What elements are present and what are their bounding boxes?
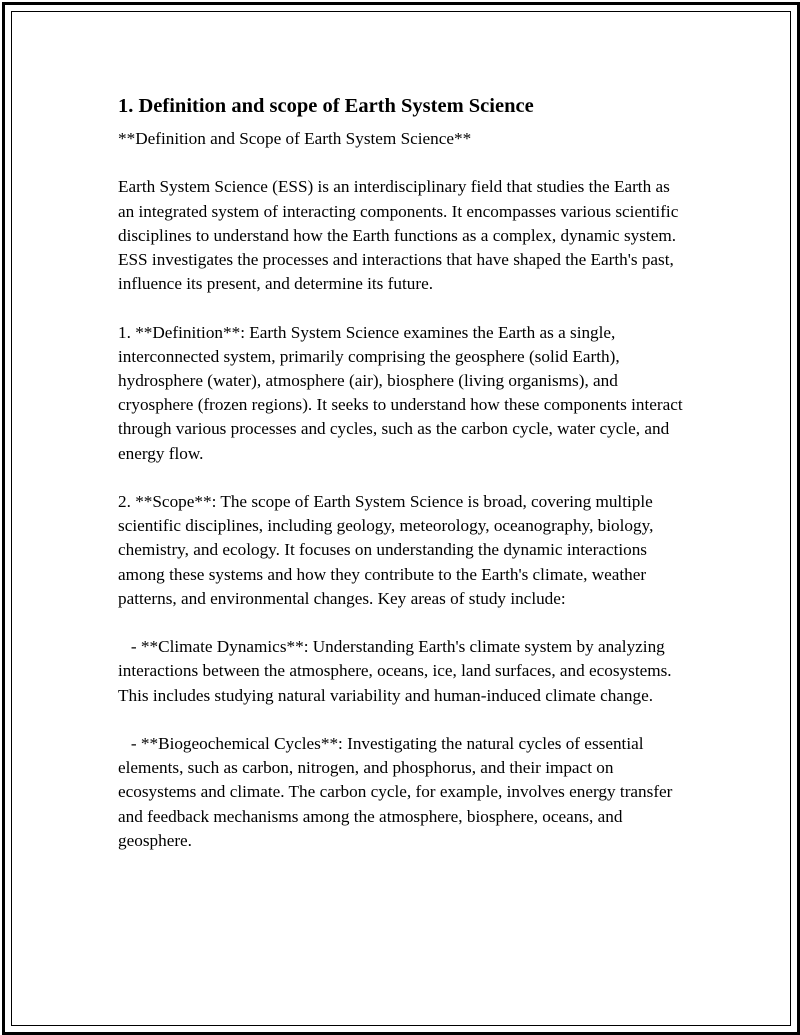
definition-paragraph: 1. **Definition**: Earth System Science examines the Earth as a single, interconnected system, primarily comprising the geosphere (solid Earth), hydrosphere (water), atmosphere (air), biosphere (living organisms), and cryosphere (frozen regions). It seeks to understand how these components interact through various processes and cycles, such as the carbon cycle, water cycle, and energy flow. bbox=[118, 322, 687, 463]
intro-paragraph: Earth System Science (ESS) is an interdisciplinary field that studies the Earth as an integrated system of interacting components. It encompasses various scientific disciplines to understand how the Earth functions as a complex, dynamic system. ESS investigates the processes and interactions that have shaped the Earth's past, influence its present, and determine its future. bbox=[118, 177, 683, 294]
document-body bbox=[118, 93, 688, 877]
biogeochemical-cycles-paragraph: - **Biogeochemical Cycles**: Investigating the natural cycles of essential elements, such as carbon, nitrogen, and phosphorus, and their impact on ecosystems and climate. The carbon cycle, for example, involves energy transfer and feedback mechanisms among the atmosphere, biosphere, oceans, and geosphere. bbox=[118, 734, 677, 850]
scope-paragraph: 2. **Scope**: The scope of Earth System Science is broad, covering multiple scientific disciplines, including geology, meteorology, oceanography, biology, chemistry, and ecology. It focuses on understanding the dynamic interactions among these systems and how they contribute to the Earth's climate, weather patterns, and environmental changes. Key areas of study include: bbox=[118, 492, 658, 608]
subtitle-paragraph: **Definition and Scope of Earth System Science** bbox=[118, 129, 472, 148]
section-heading: 1. Definition and scope of Earth System Science bbox=[118, 95, 534, 117]
climate-dynamics-paragraph: - **Climate Dynamics**: Understanding Earth's climate system by analyzing interactions between the atmosphere, oceans, ice, land surfaces, and ecosystems. This includes studying natural variability and human-induced climate change. bbox=[118, 637, 676, 705]
